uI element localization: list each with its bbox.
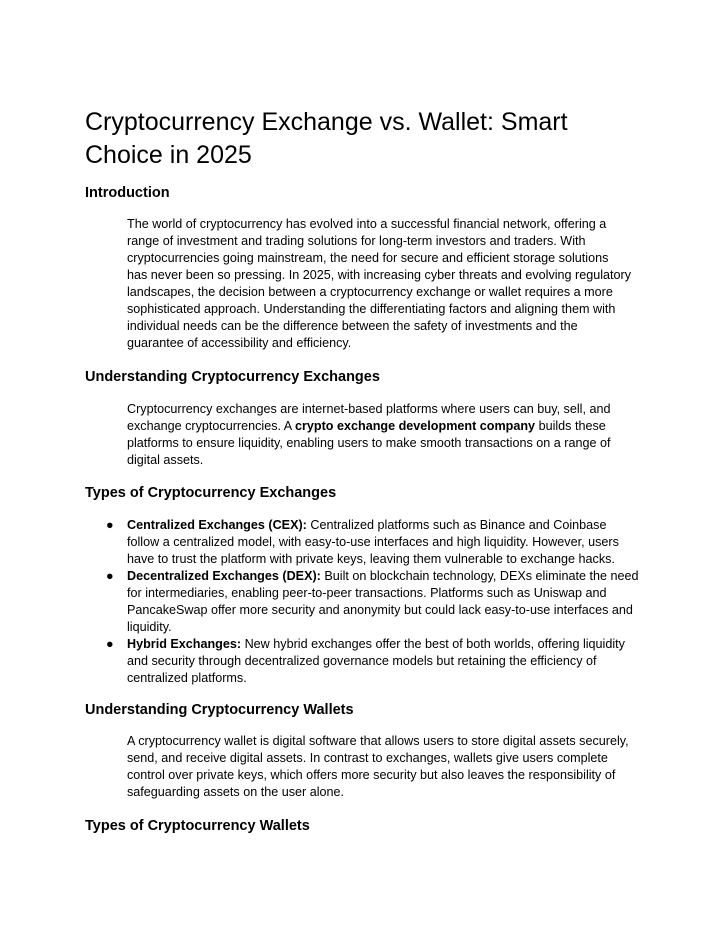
list-item-text: Centralized platforms such as Binance and Coinbase follow a centralized model, with easy-to-use interfaces and high liquidity. However, users have to trust the platform with private keys, leaving them vulnerable to exchange hacks. — [127, 518, 619, 566]
paragraph-exchanges-bold-term: crypto exchange development company — [295, 419, 536, 433]
heading-introduction: Introduction — [85, 185, 170, 201]
list-item-text: New hybrid exchanges offer the best of both worlds, offering liquidity and security through decentralized governance models but retaining the efficiency of centralized platforms. — [127, 637, 625, 685]
heading-understanding-exchanges: Understanding Cryptocurrency Exchanges — [85, 369, 380, 385]
paragraph-introduction: The world of cryptocurrency has evolved into a successful financial network, offering a range of investment and trading solutions for long-term investors and traders. With cryptocurrencies going mainstream, the need for secure and efficient storage solutions has never been so pressing. In 2025, with increasing cyber threats and evolving regulatory landscapes, the decision between a cryptocurrency exchange or wallet requires a more sophisticated approach. Understanding the differentiating factors and aligning them with individual needs can be the difference between the safety of investments and the guarantee of accessibility and efficiency. — [127, 217, 632, 350]
list-item-term: Centralized Exchanges (CEX): — [127, 518, 307, 532]
list-item-hybrid — [85, 636, 640, 687]
paragraph-exchanges — [127, 401, 632, 469]
list-item-text: Built on blockchain technology, DEXs eliminate the need for intermediaries, enabling peer-to-peer transactions. Platforms such as Uniswap and PancakeSwap offer more security and anonymity but could lack easy-to-use interfaces and liquidity. — [127, 569, 639, 634]
paragraph-exchanges-text-after: builds these platforms to ensure liquidity, enabling users to make smooth transactions on a range of digital assets. — [127, 419, 611, 467]
heading-types-of-wallets: Types of Cryptocurrency Wallets — [85, 818, 310, 834]
heading-understanding-wallets: Understanding Cryptocurrency Wallets — [85, 702, 354, 718]
exchange-types-list — [85, 517, 640, 687]
bullet-icon: ● — [106, 569, 114, 583]
list-item-term: Decentralized Exchanges (DEX): — [127, 569, 321, 583]
list-item-dex — [85, 568, 640, 636]
heading-types-of-exchanges: Types of Cryptocurrency Exchanges — [85, 485, 337, 501]
bullet-icon: ● — [106, 637, 114, 651]
paragraph-wallets: A cryptocurrency wallet is digital software that allows users to store digital assets securely, send, and receive digital assets. In contrast to exchanges, wallets give users complete control over private keys, which offers more security but also leaves the responsibility of safeguarding assets on the user alone. — [127, 734, 629, 799]
bullet-icon: ● — [106, 518, 114, 532]
paragraph-exchanges-text-before: Cryptocurrency exchanges are internet-based platforms where users can buy, sell, and exchange cryptocurrencies. A — [127, 402, 611, 433]
list-item-term: Hybrid Exchanges: — [127, 637, 242, 651]
page-title: Cryptocurrency Exchange vs. Wallet: Smart Choice in 2025 — [85, 108, 568, 169]
list-item-cex — [85, 517, 640, 568]
